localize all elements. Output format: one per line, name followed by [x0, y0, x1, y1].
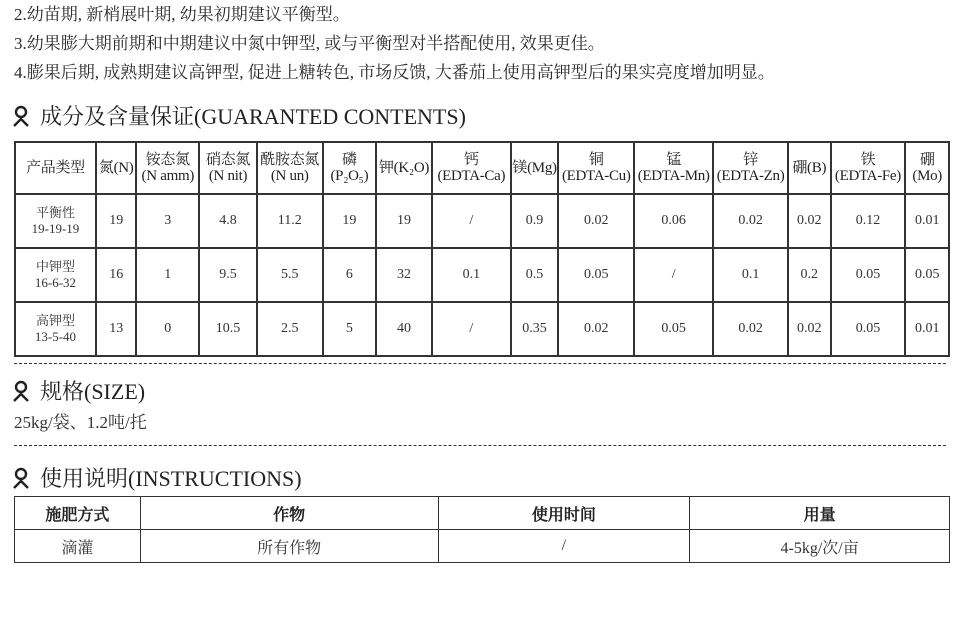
table-cell: 0.02	[788, 194, 831, 248]
contents-table	[14, 141, 950, 357]
table-cell: 0.02	[713, 194, 788, 248]
note-line-2: 2.幼苗期, 新梢展叶期, 幼果初期建议平衡型。	[14, 5, 350, 24]
table-cell: 所有作物	[140, 530, 438, 563]
size-text: 25kg/袋、1.2吨/托	[14, 413, 147, 432]
column-header: 磷(P₂O₅)	[323, 142, 377, 194]
instructions-table	[14, 496, 950, 563]
table-cell: 0.01	[905, 302, 949, 356]
size-heading	[12, 375, 145, 406]
table-cell: 1	[136, 248, 199, 302]
table-cell: 0.05	[558, 248, 634, 302]
column-header: 锌 (EDTA-Zn)	[713, 142, 788, 194]
table-cell: 0	[136, 302, 199, 356]
instructions-heading	[12, 462, 302, 493]
table-cell: 0.06	[634, 194, 713, 248]
column-header: 用量	[690, 497, 950, 530]
note-line-3: 3.幼果膨大期前期和中期建议中氮中钾型, 或与平衡型对半搭配使用, 效果更佳。	[14, 34, 605, 53]
column-header: 硼(Mo)	[905, 142, 949, 194]
column-header: 使用时间	[438, 497, 690, 530]
table-cell: 滴灌	[15, 530, 141, 563]
column-header: 镁(Mg)	[511, 142, 559, 194]
divider	[14, 363, 946, 364]
size-title: 规格(SIZE)	[40, 379, 146, 404]
table-row	[15, 248, 949, 302]
divider	[14, 445, 946, 446]
product-type-cell: 高钾型 13-5-40	[15, 302, 96, 356]
table-cell: 4-5kg/次/亩	[690, 530, 950, 563]
note-line-4: 4.膨果后期, 成熟期建议高钾型, 促进上糖转色, 市场反馈, 大番茄上使用高钾型后的果实亮度增加明显。	[14, 63, 775, 82]
instructions-header-row	[15, 497, 950, 530]
column-header: 锰 (EDTA-Mn)	[634, 142, 713, 194]
table-cell: 19	[323, 194, 377, 248]
table-cell: 0.02	[788, 302, 831, 356]
column-header: 氮(N)	[96, 142, 136, 194]
table-cell: 0.35	[511, 302, 559, 356]
table-cell: 6	[323, 248, 377, 302]
table-row	[15, 302, 949, 356]
table-cell: 13	[96, 302, 136, 356]
column-header: 施肥方式	[15, 497, 141, 530]
table-cell: 0.05	[831, 248, 906, 302]
table-cell: 0.02	[558, 302, 634, 356]
table-cell: 19	[376, 194, 432, 248]
column-header: 铵态氮 (N amm)	[136, 142, 199, 194]
table-cell: 0.12	[831, 194, 906, 248]
column-header: 钾(K₂O)	[376, 142, 432, 194]
table-cell: /	[438, 530, 690, 563]
table-cell: 4.8	[199, 194, 257, 248]
table-row	[15, 530, 950, 563]
column-header: 硝态氮 (N nit)	[199, 142, 257, 194]
location-pin-icon	[12, 105, 30, 127]
location-pin-icon	[12, 467, 30, 489]
table-cell: 5.5	[257, 248, 323, 302]
column-header: 产品类型	[15, 142, 96, 194]
table-cell: 0.1	[713, 248, 788, 302]
contents-heading	[12, 100, 466, 131]
column-header: 铁 (EDTA-Fe)	[831, 142, 906, 194]
table-cell: 0.9	[511, 194, 559, 248]
table-cell: 0.05	[634, 302, 713, 356]
column-header: 钙 (EDTA-Ca)	[432, 142, 511, 194]
table-cell: 0.02	[713, 302, 788, 356]
column-header: 酰胺态氮 (N un)	[257, 142, 323, 194]
table-cell: 32	[376, 248, 432, 302]
table-cell: 16	[96, 248, 136, 302]
table-cell: 0.02	[558, 194, 634, 248]
contents-title: 成分及含量保证(GUARANTED CONTENTS)	[40, 104, 466, 129]
column-header: 作物	[140, 497, 438, 530]
column-header: 硼(B)	[788, 142, 831, 194]
location-pin-icon	[12, 380, 30, 402]
table-cell: 9.5	[199, 248, 257, 302]
table-cell: 0.1	[432, 248, 511, 302]
table-cell: /	[432, 302, 511, 356]
product-type-cell: 平衡性 19-19-19	[15, 194, 96, 248]
table-cell: /	[634, 248, 713, 302]
product-type-cell: 中钾型 16-6-32	[15, 248, 96, 302]
contents-header-row	[15, 142, 949, 194]
table-cell: 10.5	[199, 302, 257, 356]
table-cell: 40	[376, 302, 432, 356]
table-cell: 0.01	[905, 194, 949, 248]
table-cell: 0.2	[788, 248, 831, 302]
table-cell: 0.5	[511, 248, 559, 302]
table-cell: /	[432, 194, 511, 248]
instructions-title: 使用说明(INSTRUCTIONS)	[40, 466, 302, 491]
table-cell: 0.05	[905, 248, 949, 302]
table-cell: 5	[323, 302, 377, 356]
table-cell: 19	[96, 194, 136, 248]
table-cell: 11.2	[257, 194, 323, 248]
table-cell: 2.5	[257, 302, 323, 356]
column-header: 铜 (EDTA-Cu)	[558, 142, 634, 194]
table-row	[15, 194, 949, 248]
table-cell: 3	[136, 194, 199, 248]
table-cell: 0.05	[831, 302, 906, 356]
